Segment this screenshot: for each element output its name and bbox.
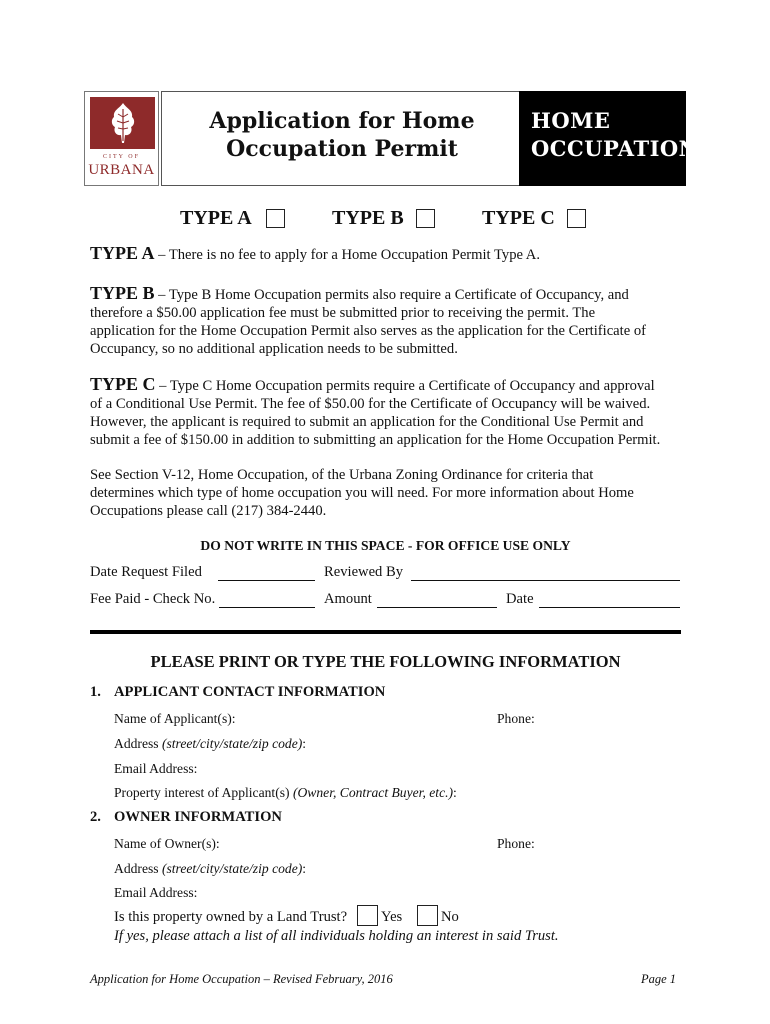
type-b-line-2: therefore a $50.00 application fee must be submitted prior to receiving the permit. The xyxy=(90,305,596,321)
type-c-line-2: of a Conditional Use Permit. The fee of $50.00 for the Certificate of Occupancy will be waived. xyxy=(90,396,651,412)
owner-name-label[interactable]: Name of Owner(s): xyxy=(114,836,220,851)
amount-label: Amount xyxy=(324,591,372,607)
date-field[interactable] xyxy=(539,607,680,608)
owner-address-label[interactable] xyxy=(114,861,306,877)
fee-paid-label: Fee Paid - Check No. xyxy=(90,591,216,607)
reviewed-by-field[interactable] xyxy=(411,580,680,581)
section-2-number: 2. xyxy=(90,809,101,825)
type-a-lead: TYPE A xyxy=(90,243,155,263)
owner-address-hint: (street/city/state/zip code) xyxy=(161,861,303,876)
applicant-address-colon: : xyxy=(302,736,307,751)
type-c-checkbox[interactable] xyxy=(567,209,586,228)
section-1-title: APPLICANT CONTACT INFORMATION xyxy=(114,684,386,700)
footer-page-number: Page 1 xyxy=(641,972,677,986)
ordinance-line-1: See Section V-12, Home Occupation, of the Urbana Zoning Ordinance for criteria that xyxy=(90,467,594,483)
owner-email-label[interactable]: Email Address: xyxy=(114,885,198,900)
date-label: Date xyxy=(506,591,534,607)
applicant-address-hint: (street/city/state/zip code) xyxy=(161,736,303,751)
land-trust-question: Is this property owned by a Land Trust? xyxy=(114,909,348,925)
type-c-line-1: – Type C Home Occupation permits require a Certificate of Occupancy and approval xyxy=(155,378,655,394)
type-b-line-4: Occupancy, so no additional application needs to be submitted. xyxy=(90,341,458,357)
type-b-line-3: application for the Home Occupation Permit also serves as the application for the Certificate of xyxy=(90,323,646,339)
reviewed-by-label: Reviewed By xyxy=(324,564,404,580)
applicant-address-text: Address xyxy=(114,736,162,751)
type-b-description xyxy=(90,284,690,358)
title-box xyxy=(161,91,521,186)
badge-line-2: OCCUPATION xyxy=(531,136,699,161)
section-1-number: 1. xyxy=(90,684,101,700)
property-interest-text: Property interest of Applicant(s) xyxy=(114,785,293,800)
type-c-line-4: submit a fee of $150.00 in addition to submitting an application for the Home Occupation Permit. xyxy=(90,432,661,448)
badge-line-1: HOME xyxy=(531,108,611,133)
owner-address-text: Address xyxy=(114,861,162,876)
property-interest-colon: : xyxy=(453,785,457,800)
section-2-title: OWNER INFORMATION xyxy=(114,809,282,825)
footer-revision: Application for Home Occupation – Revised February, 2016 xyxy=(90,972,393,986)
date-request-field[interactable] xyxy=(218,580,315,581)
applicant-address-label[interactable] xyxy=(114,736,306,752)
property-interest-label[interactable] xyxy=(114,785,457,801)
page-title-line-1: Application for Home xyxy=(209,108,475,134)
logo-city-text: CITY OF xyxy=(103,154,140,160)
leaf-seal-icon xyxy=(90,97,155,149)
type-b-checkbox[interactable] xyxy=(416,209,435,228)
type-b-line-1: – Type B Home Occupation permits also require a Certificate of Occupancy, and xyxy=(154,287,629,303)
date-request-label: Date Request Filed xyxy=(90,564,202,580)
property-interest-hint: (Owner, Contract Buyer, etc.) xyxy=(292,785,454,800)
applicant-email-label[interactable]: Email Address: xyxy=(114,761,198,776)
section-divider xyxy=(90,630,681,634)
land-trust-note: If yes, please attach a list of all individuals holding an interest in said Trust. xyxy=(114,928,559,944)
land-trust-yes-checkbox[interactable] xyxy=(357,905,378,926)
leaf-icon xyxy=(108,101,138,145)
land-trust-no-checkbox[interactable] xyxy=(417,905,438,926)
type-c-lead: TYPE C xyxy=(90,374,156,394)
ordinance-line-3: Occupations please call (217) 384-2440. xyxy=(90,503,327,519)
applicant-phone-label[interactable]: Phone: xyxy=(497,711,535,726)
form-heading: PLEASE PRINT OR TYPE THE FOLLOWING INFORMATION xyxy=(150,652,621,671)
type-a-text: – There is no fee to apply for a Home Occupation Permit Type A. xyxy=(154,247,540,263)
type-a-label: TYPE A xyxy=(180,207,252,229)
type-c-description xyxy=(90,375,690,449)
ordinance-reference xyxy=(90,466,690,520)
type-c-line-3: However, the applicant is required to submit an application for the Conditional Use Permit and xyxy=(90,414,644,430)
land-trust-yes-label: Yes xyxy=(381,909,403,925)
logo-name-text: URBANA xyxy=(88,162,155,178)
check-number-field[interactable] xyxy=(219,607,315,608)
type-b-lead: TYPE B xyxy=(90,283,155,303)
city-logo xyxy=(84,91,159,186)
owner-address-colon: : xyxy=(302,861,307,876)
owner-phone-label[interactable]: Phone: xyxy=(497,836,535,851)
applicant-name-label[interactable]: Name of Applicant(s): xyxy=(114,711,236,726)
ordinance-line-2: determines which type of home occupation you will need. For more information about Home xyxy=(90,485,634,501)
type-a-checkbox[interactable] xyxy=(266,209,285,228)
office-use-heading: DO NOT WRITE IN THIS SPACE - FOR OFFICE USE ONLY xyxy=(200,538,571,553)
land-trust-no-label: No xyxy=(441,909,459,925)
type-c-label: TYPE C xyxy=(482,207,555,229)
category-badge xyxy=(519,91,699,186)
page-title-line-2: Occupation Permit xyxy=(226,136,458,162)
type-b-label: TYPE B xyxy=(332,207,404,229)
type-a-description xyxy=(90,244,690,264)
amount-field[interactable] xyxy=(377,607,497,608)
